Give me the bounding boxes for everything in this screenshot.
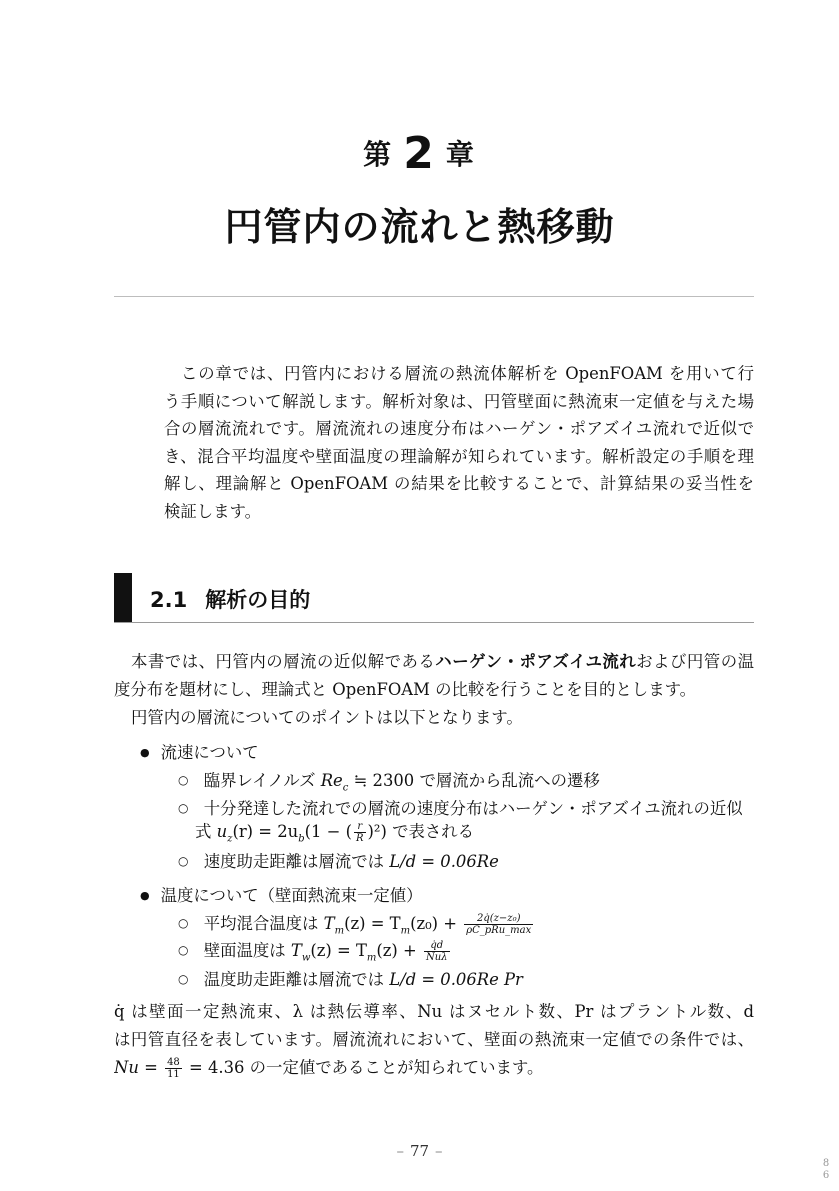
chapter-abstract [164, 360, 754, 526]
intro-line-1 [114, 648, 754, 676]
abstract-line: 合の層流流れです。層流流れの速度分布はハーゲン・ポアズイユ流れで近似で [164, 419, 754, 439]
chapter-title: 円管内の流れと熱移動 [224, 205, 615, 249]
frac-num: q̇d [430, 940, 444, 951]
abstract-line: この章では、円管内における層流の熱流体解析を OpenFOAM を用いて行 [181, 364, 754, 383]
closing-line-1: q̇ は壁面一定熱流束、λ は熱伝導率、Nu はヌセルト数、Pr はプラントル数、d [114, 1002, 754, 1021]
closing-line-2: は円管直径を表しています。層流流れにおいて、壁面の熱流束一定値での条件では、 [114, 1030, 754, 1049]
bullet-velocity: ● 流速について [140, 739, 259, 763]
bullet-velocity-entrance [178, 848, 499, 872]
chapter-divider [114, 296, 754, 297]
math-expr: (r) = 2u [232, 822, 299, 841]
math-t: T [290, 941, 302, 960]
chapter-number-value: 2 [403, 128, 436, 179]
frac-num: 2q̇(z−z₀) [476, 913, 521, 924]
closing-line-3 [114, 1054, 754, 1082]
math-nu: Nu = [114, 1058, 164, 1077]
frac-num: r [357, 821, 363, 832]
bullet-text: で層流から乱流への遷移 [414, 771, 600, 790]
bullet-text: 温度助走距離は層流では [203, 970, 390, 989]
margin-mark [820, 1158, 832, 1182]
bullet-velocity-profile [178, 795, 754, 819]
math-expr: (1 − ( [304, 822, 352, 841]
math-fraction [424, 940, 450, 963]
bullet-text: 式 [195, 822, 217, 841]
section-marker-bar [114, 573, 132, 623]
bullet-text: 壁面温度は [203, 941, 291, 960]
intro-line-3: 円管内の層流についてのポイントは以下となります。 [131, 708, 523, 727]
math-sub: m [334, 925, 345, 937]
math-expr: L/d = 0.06Re [389, 852, 499, 871]
bullet-text: で表される [386, 822, 475, 841]
math-u: u [216, 822, 228, 841]
math-expr: (z) = T [344, 914, 401, 933]
math-sub: m [366, 952, 377, 964]
intro-text: 本書では、円管内の層流の近似解である [131, 652, 436, 671]
page-dash: – [435, 1142, 443, 1160]
section-number: 2.1 [150, 588, 188, 612]
chapter-number [0, 128, 839, 179]
frac-den: 11 [167, 1069, 180, 1080]
abstract-line: 検証します。 [164, 501, 262, 521]
chapter-prefix: 第 [363, 138, 394, 171]
bullet-mixed-mean-temp [178, 910, 535, 936]
bullet-text: 平均混合温度は [203, 914, 324, 933]
page-number [0, 1142, 839, 1160]
math-re: Re [320, 771, 343, 790]
closing-text: の一定値であることが知られています。 [244, 1058, 544, 1077]
frac-den: Nuλ [425, 952, 448, 963]
bullet-wall-temp [178, 937, 452, 963]
bullet-text: 十分発達した流れでの層流の速度分布はハーゲン・ポアズイユ流れの近似 [203, 799, 743, 818]
intro-bold-term: ハーゲン・ポアズイユ流れ [435, 652, 637, 671]
math-value: = 4.36 [183, 1058, 245, 1077]
abstract-line: き、混合平均温度や壁面温度の理論解が知られています。解析設定の手順を理 [164, 446, 754, 466]
math-fraction [165, 1057, 182, 1080]
math-sub: m [400, 925, 411, 937]
abstract-line: 解し、理論解と OpenFOAM の結果を比較することで、計算結果の妥当性を [164, 474, 754, 494]
math-expr: (z₀) + [410, 914, 463, 933]
bullet-velocity-profile-cont [195, 818, 474, 844]
math-sub: b [298, 833, 305, 845]
margin-mark-top: 8 [822, 1158, 830, 1169]
section-title: 解析の目的 [205, 588, 311, 612]
math-expr: (z) + [376, 941, 422, 960]
frac-den: R [356, 833, 364, 844]
math-t: T [323, 914, 335, 933]
intro-line-2: 度分布を題材にし、理論式と OpenFOAM の比較を行うことを目的とします。 [114, 680, 697, 699]
math-expr: )²) [367, 822, 387, 841]
frac-den: ρC_pRu_max [466, 925, 532, 936]
chapter-suffix: 章 [445, 138, 476, 171]
page-dash: – [396, 1142, 404, 1160]
math-fraction [464, 913, 533, 936]
closing-paragraph [114, 998, 754, 1082]
intro-paragraph [114, 648, 754, 732]
math-expr: (z) = T [310, 941, 367, 960]
section-heading [150, 584, 310, 614]
section-underline [114, 622, 754, 623]
bullet-text: 臨界レイノルズ [203, 771, 321, 790]
math-value: ≒ 2300 [348, 771, 415, 790]
bullet-thermal-entrance [178, 966, 523, 990]
math-sub: z [227, 833, 233, 845]
abstract-line: う手順について解説します。解析対象は、円管壁面に熱流束一定値を与えた場 [164, 391, 754, 411]
bullet-critical-reynolds [178, 767, 600, 793]
math-sub: w [301, 952, 311, 964]
bullet-text: 速度助走距離は層流では [203, 852, 390, 871]
bullet-temperature: ● 温度について（壁面熱流束一定値） [140, 882, 423, 906]
math-expr: L/d = 0.06Re Pr [389, 970, 523, 989]
margin-mark-bottom: 6 [822, 1170, 830, 1181]
page-number-value: 77 [409, 1142, 430, 1160]
intro-text: および円管の温 [636, 652, 754, 671]
math-fraction [354, 821, 366, 844]
math-sub: c [342, 782, 349, 794]
frac-num: 48 [167, 1057, 180, 1068]
